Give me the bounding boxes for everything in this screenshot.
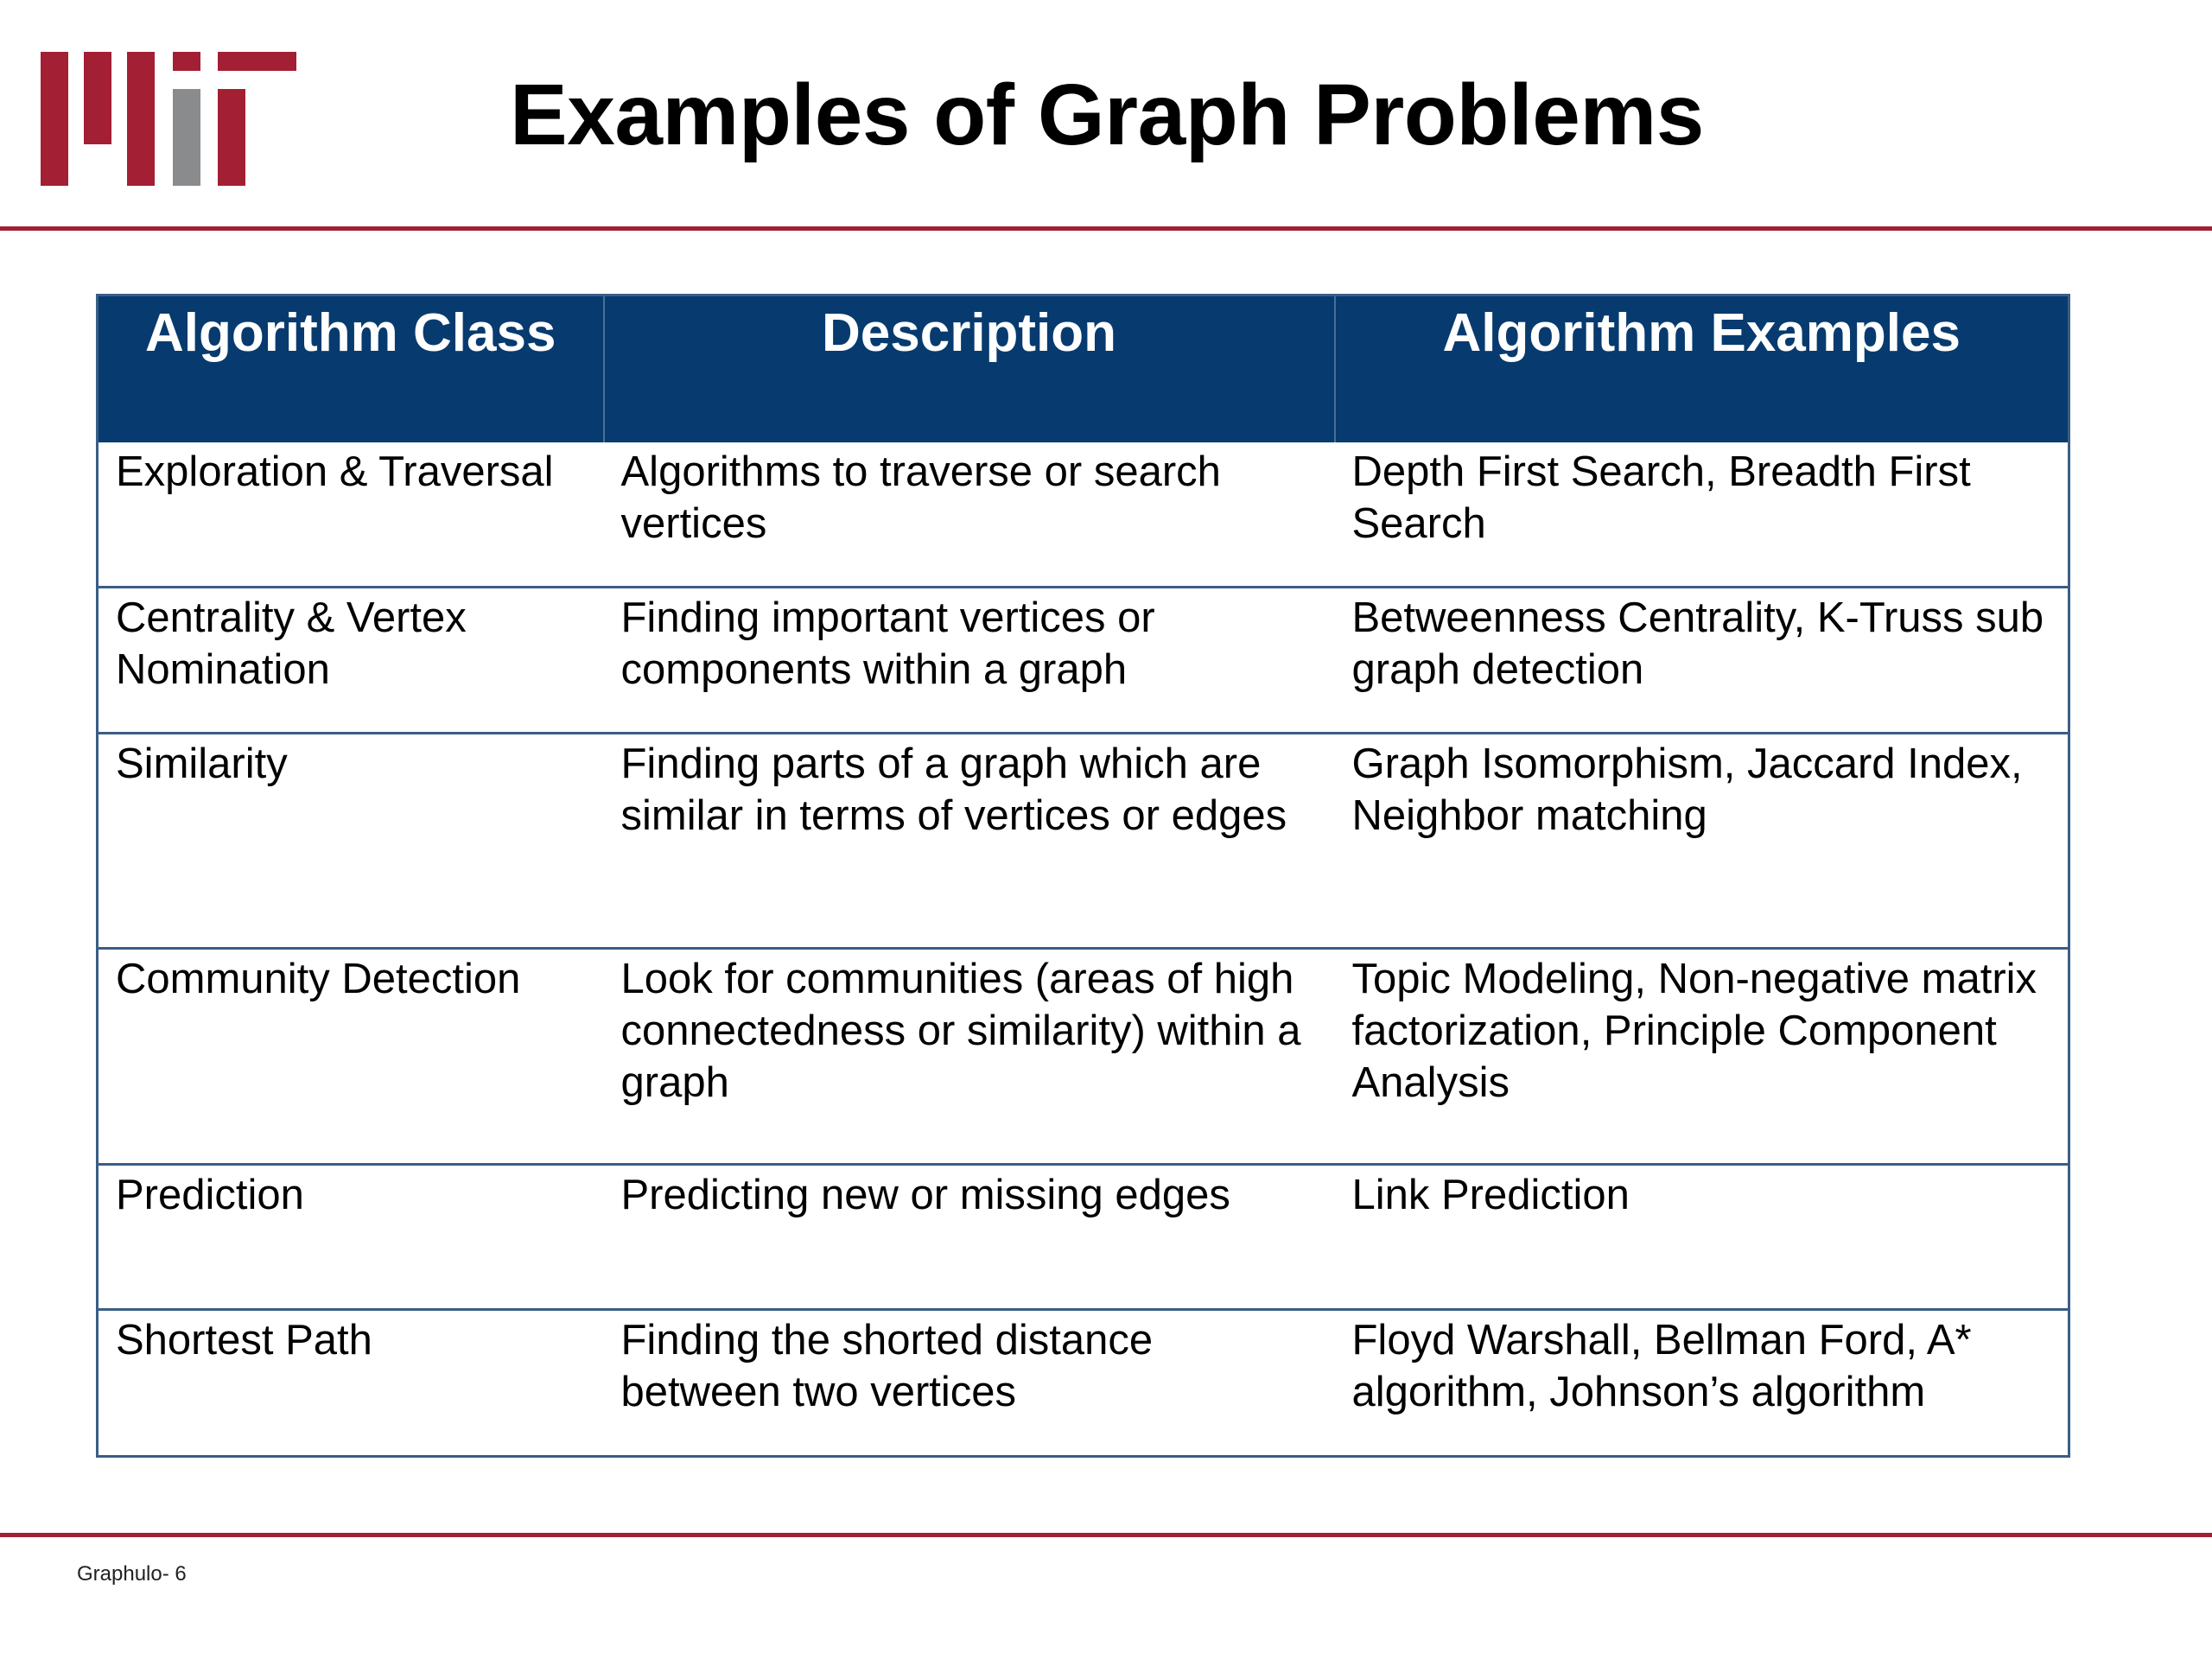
header-algorithm-examples: Algorithm Examples — [1335, 296, 2069, 442]
cell-description: Predicting new or missing edges — [604, 1165, 1335, 1310]
table-row — [98, 588, 2069, 734]
header-algorithm-class: Algorithm Class — [98, 296, 604, 442]
cell-description: Look for communities (areas of high connectedness or similarity) within a graph — [604, 949, 1335, 1165]
table-row — [98, 1310, 2069, 1457]
cell-algorithm-examples: Floyd Warshall, Bellman Ford, A* algorithm, Johnson’s algorithm — [1335, 1310, 2069, 1457]
bottom-divider — [0, 1533, 2212, 1537]
cell-algorithm-examples: Link Prediction — [1335, 1165, 2069, 1310]
header-description: Description — [604, 296, 1335, 442]
cell-algorithm-examples: Betweenness Centrality, K-Truss sub graph detection — [1335, 588, 2069, 734]
cell-description: Finding the shorted distance between two vertices — [604, 1310, 1335, 1457]
cell-algorithm-class: Exploration & Traversal — [116, 448, 554, 495]
table-row — [98, 442, 2069, 588]
cell-algorithm-examples: Graph Isomorphism, Jaccard Index, Neighbor matching — [1335, 734, 2069, 949]
table-header-row — [98, 296, 2069, 442]
cell-description: Algorithms to traverse or search vertices — [620, 448, 1221, 547]
cell-description: Finding important vertices or components within a graph — [604, 588, 1335, 734]
cell-algorithm-class: Centrality & Vertex Nomination — [98, 588, 604, 734]
cell-algorithm-class: Prediction — [98, 1165, 604, 1310]
slide-title: Examples of Graph Problems — [510, 67, 1704, 163]
cell-algorithm-examples: Depth First Search, Breadth First Search — [1351, 448, 1971, 547]
cell-algorithm-examples: Topic Modeling, Non-negative matrix factorization, Principle Component Analysis — [1335, 949, 2069, 1165]
table-row — [98, 734, 2069, 949]
cell-algorithm-class: Community Detection — [98, 949, 604, 1165]
mit-logo-icon — [41, 52, 296, 186]
table-row — [98, 1165, 2069, 1310]
slide-footer: Graphulo- 6 — [77, 1562, 187, 1586]
mit-logo — [41, 52, 296, 186]
table-row — [98, 949, 2069, 1165]
cell-algorithm-class: Shortest Path — [98, 1310, 604, 1457]
cell-description: Finding parts of a graph which are similar in terms of vertices or edges — [604, 734, 1335, 949]
cell-algorithm-class: Similarity — [98, 734, 604, 949]
graph-problems-table — [96, 294, 2070, 1458]
top-divider — [0, 226, 2212, 231]
